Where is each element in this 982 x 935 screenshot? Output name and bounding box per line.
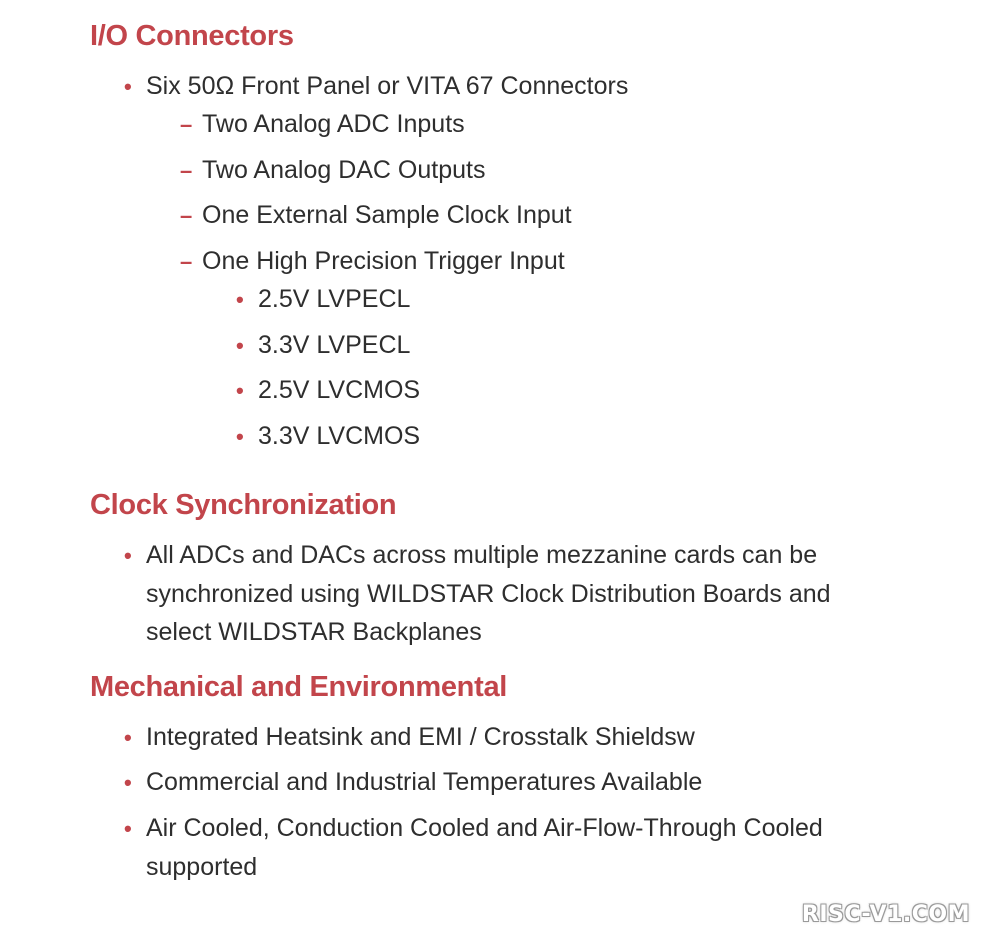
- list-item-line: synchronized using WILDSTAR Clock Distribution Boards and: [146, 579, 831, 608]
- section-title-mechanical-environmental: Mechanical and Environmental: [90, 671, 508, 703]
- list-item-text: One High Precision Trigger Input: [202, 247, 565, 275]
- list-item-line: supported: [146, 852, 258, 881]
- list-item-six-connectors: [146, 67, 628, 106]
- list-item-33v-lvpecl: [258, 326, 410, 365]
- list-item-line: Air Cooled, Conduction Cooled and Air-Flow-Through Cooled: [146, 814, 823, 842]
- dash-icon: [180, 242, 192, 282]
- list-item-dac-outputs: [202, 151, 485, 190]
- bullet-icon: [124, 536, 132, 576]
- list-item-sample-clock: [202, 196, 572, 235]
- list-item-text: Commercial and Industrial Temperatures Available: [146, 768, 703, 796]
- bullet-icon: [236, 280, 244, 320]
- list-item-text: One External Sample Clock Input: [202, 201, 572, 229]
- list-item-text: Six 50Ω Front Panel or VITA 67 Connectors: [146, 72, 629, 100]
- dash-icon: [180, 196, 192, 236]
- list-item-text: Integrated Heatsink and EMI / Crosstalk Shieldsw: [146, 723, 695, 751]
- list-item-text: 3.3V LVCMOS: [258, 422, 421, 450]
- list-item-line: All ADCs and DACs across multiple mezzanine cards can be: [146, 541, 818, 569]
- dash-icon: [180, 105, 192, 145]
- bullet-icon: [236, 371, 244, 411]
- list-item-text: Two Analog DAC Outputs: [202, 156, 486, 184]
- list-item-temperatures: [146, 763, 702, 802]
- list-item-adc-dac-sync: [146, 536, 831, 652]
- list-item-text: Two Analog ADC Inputs: [202, 110, 465, 138]
- list-item-trigger-input: [202, 242, 565, 281]
- dash-icon: [180, 151, 192, 191]
- list-item-cooling: [146, 809, 823, 886]
- list-item-25v-lvcmos: [258, 371, 420, 410]
- list-item-heatsink-emi: [146, 718, 695, 757]
- bullet-icon: [124, 67, 132, 107]
- section-title-clock-synchronization: Clock Synchronization: [90, 489, 397, 521]
- bullet-icon: [236, 417, 244, 457]
- bullet-icon: [236, 326, 244, 366]
- list-item-text: 3.3V LVPECL: [258, 331, 411, 359]
- list-item-text: 2.5V LVCMOS: [258, 376, 421, 404]
- bullet-icon: [124, 809, 132, 849]
- bullet-icon: [124, 718, 132, 758]
- site-watermark: RISC-V1.COM: [801, 902, 970, 927]
- bullet-icon: [124, 763, 132, 803]
- list-item-adc-inputs: [202, 105, 465, 144]
- list-item-text: 2.5V LVPECL: [258, 285, 411, 313]
- section-title-io-connectors: I/O Connectors: [90, 20, 294, 52]
- list-item-25v-lvpecl: [258, 280, 410, 319]
- list-item-33v-lvcmos: [258, 417, 420, 456]
- list-item-line: select WILDSTAR Backplanes: [146, 618, 482, 646]
